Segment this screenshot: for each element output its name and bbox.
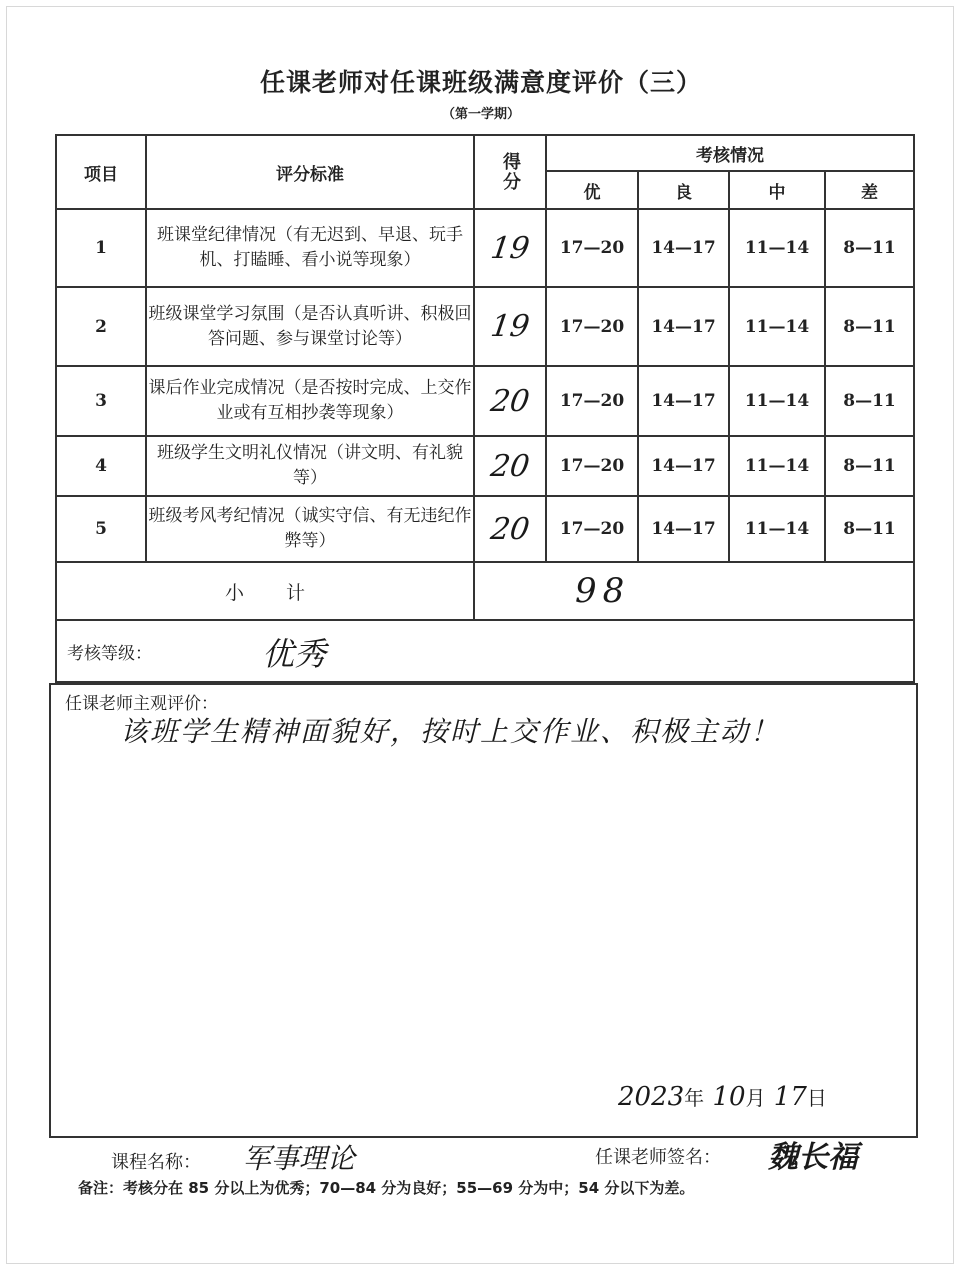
assessment-level-box <box>55 621 915 683</box>
table-row <box>56 287 914 366</box>
teacher-comment: 该班学生精神面貌好，按时上交作业、积极主动！ <box>120 715 781 748</box>
header-grade-medium: 中 <box>729 171 825 209</box>
row-number: 1 <box>56 209 146 287</box>
range-good: 14—17 <box>638 287 729 366</box>
range-good: 14—17 <box>638 209 729 287</box>
range-poor: 8—11 <box>825 209 914 287</box>
row-score-cell <box>474 366 546 436</box>
row-score: 20 <box>488 511 532 547</box>
row-score: 20 <box>488 383 532 419</box>
course-name-value: 军事理论 <box>243 1142 356 1175</box>
date-month: 10 <box>712 1082 746 1112</box>
assessment-level-label: 考核等级： <box>67 644 152 664</box>
range-medium: 11—14 <box>729 287 825 366</box>
range-medium: 11—14 <box>729 366 825 436</box>
row-score: 19 <box>488 230 532 266</box>
header-item: 项目 <box>56 135 146 209</box>
range-good: 14—17 <box>638 496 729 562</box>
range-medium: 11—14 <box>729 209 825 287</box>
date-day: 17 <box>773 1082 807 1112</box>
header-grade-poor: 差 <box>825 171 914 209</box>
header-criteria: 评分标准 <box>146 135 474 209</box>
row-score-cell <box>474 436 546 496</box>
subtotal-label-cell <box>56 562 474 620</box>
table-row <box>56 436 914 496</box>
teacher-signature: 魏长福 <box>768 1140 858 1175</box>
subtotal-value: 98 <box>575 571 631 611</box>
subtotal-row <box>56 562 914 620</box>
header-score: 得分 <box>500 152 521 192</box>
row-number: 5 <box>56 496 146 562</box>
row-number: 4 <box>56 436 146 496</box>
header-grade-excellent: 优 <box>546 171 638 209</box>
row-score: 19 <box>488 309 532 344</box>
subtotal-label: 小计 <box>224 581 347 604</box>
evaluation-date <box>618 1082 827 1112</box>
assessment-level-value: 优秀 <box>262 635 327 673</box>
range-poor: 8—11 <box>825 287 914 366</box>
row-score: 20 <box>488 448 532 484</box>
form-title: 任课老师对任课班级满意度评价（三） <box>259 68 702 97</box>
date-year-unit: 年 <box>684 1086 705 1110</box>
date-year: 2023 <box>618 1082 685 1112</box>
row-number: 3 <box>56 366 146 436</box>
teacher-evaluation-label: 任课老师主观评价： <box>65 694 218 714</box>
signature-label: 任课老师签名： <box>595 1147 721 1168</box>
range-excellent: 17—20 <box>546 366 638 436</box>
subtotal-value-cell <box>474 562 914 620</box>
table-row <box>56 496 914 562</box>
range-excellent: 17—20 <box>546 209 638 287</box>
evaluation-table <box>55 134 915 621</box>
date-day-unit: 日 <box>806 1086 827 1110</box>
row-criteria: 课后作业完成情况（是否按时完成、上交作业或有互相抄袭等现象） <box>146 366 474 436</box>
range-poor: 8—11 <box>825 496 914 562</box>
range-medium: 11—14 <box>729 496 825 562</box>
range-excellent: 17—20 <box>546 496 638 562</box>
row-score-cell <box>474 496 546 562</box>
range-excellent: 17—20 <box>546 436 638 496</box>
table-row <box>56 366 914 436</box>
row-number: 2 <box>56 287 146 366</box>
row-criteria: 班级课堂学习氛围（是否认真听讲、积极回答问题、参与课堂讨论等） <box>146 287 474 366</box>
range-poor: 8—11 <box>825 436 914 496</box>
row-criteria: 班级考风考纪情况（诚实守信、有无违纪作弊等） <box>146 496 474 562</box>
header-grade-good: 良 <box>638 171 729 209</box>
range-poor: 8—11 <box>825 366 914 436</box>
range-excellent: 17—20 <box>546 287 638 366</box>
header-score-cell <box>474 135 546 209</box>
date-month-unit: 月 <box>745 1086 766 1110</box>
range-good: 14—17 <box>638 436 729 496</box>
header-assessment: 考核情况 <box>546 135 914 171</box>
row-score-cell <box>474 209 546 287</box>
range-medium: 11—14 <box>729 436 825 496</box>
teacher-evaluation-box <box>49 683 918 1138</box>
row-score-cell <box>474 287 546 366</box>
range-good: 14—17 <box>638 366 729 436</box>
footnote: 备注：考核分在 85 分以上为优秀；70—84 分为良好；55—69 分为中；54 分以下为差。 <box>78 1179 695 1197</box>
course-name-label: 课程名称： <box>111 1152 201 1173</box>
table-row <box>56 209 914 287</box>
row-criteria: 班级学生文明礼仪情况（讲文明、有礼貌等） <box>146 436 474 496</box>
form-term: （第一学期） <box>441 107 520 122</box>
row-criteria: 班课堂纪律情况（有无迟到、早退、玩手机、打瞌睡、看小说等现象） <box>146 209 474 287</box>
